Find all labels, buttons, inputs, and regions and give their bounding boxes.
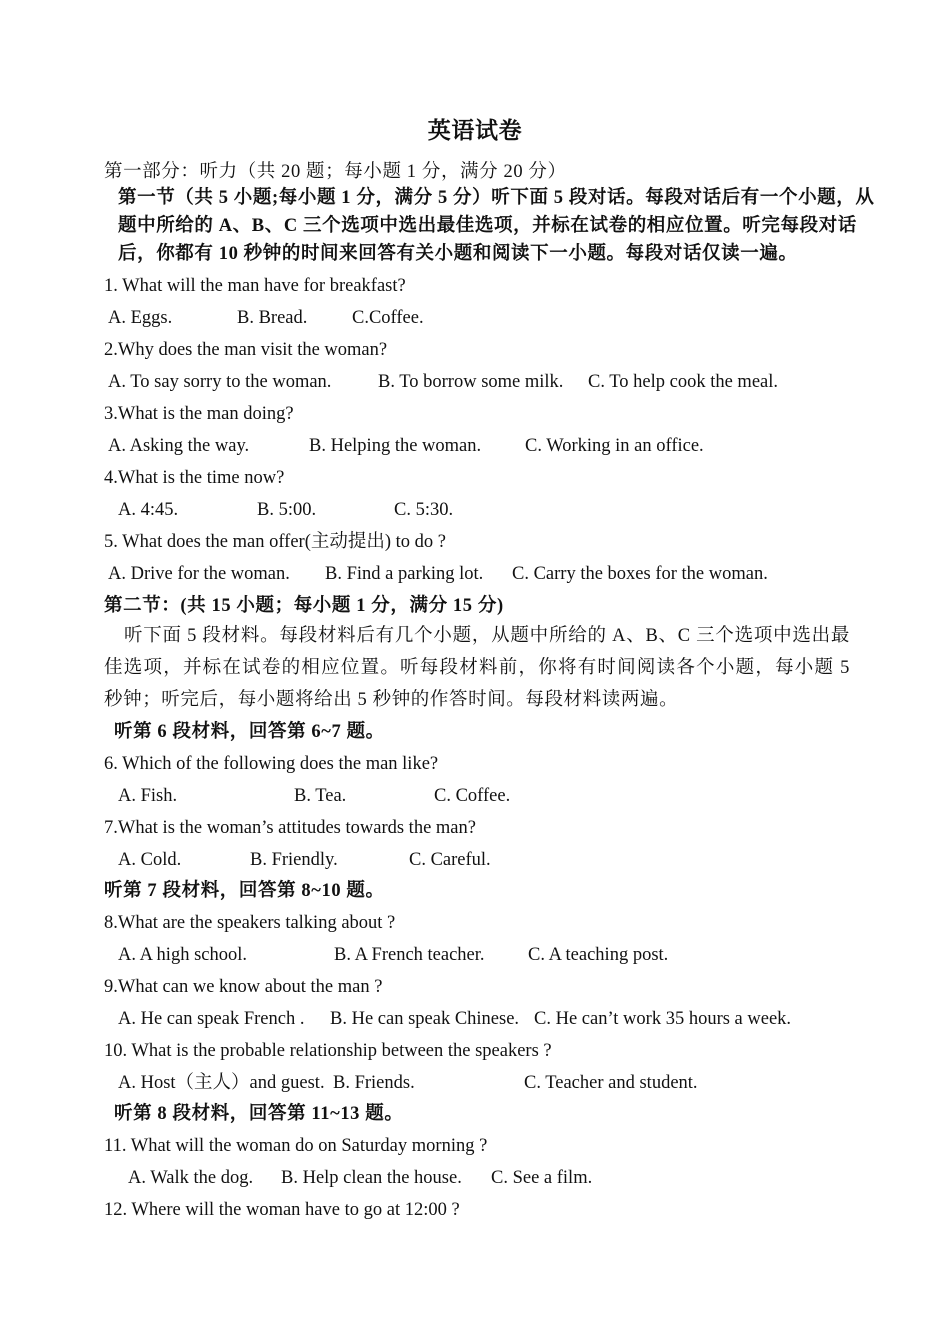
- question-5-option-b: B. Find a parking lot.: [325, 564, 484, 584]
- question-5-stem: 5. What does the man offer(主动提出) to do ?: [104, 532, 446, 552]
- question-7-option-a: A. Cold.: [118, 850, 182, 870]
- question-11-stem: 11. What will the woman do on Saturday morning ?: [104, 1136, 488, 1156]
- question-5-option-a: A. Drive for the woman.: [108, 564, 290, 584]
- question-1-option-c: C.Coffee.: [352, 308, 424, 328]
- question-6-option-a: A. Fish.: [118, 786, 178, 806]
- question-1-option-a: A. Eggs.: [108, 308, 173, 328]
- question-10-option-a: A. Host（主人）and guest.: [118, 1073, 325, 1093]
- question-9-option-a: A. He can speak French .: [118, 1009, 305, 1029]
- part1-heading: 第一部分：听力（共 20 题；每小题 1 分，满分 20 分）: [104, 162, 567, 182]
- question-11-option-b: B. Help clean the house.: [281, 1168, 462, 1188]
- question-3-stem: 3.What is the man doing?: [104, 404, 294, 424]
- question-4-option-b: B. 5:00.: [257, 500, 317, 520]
- question-11-option-c: C. See a film.: [491, 1168, 593, 1188]
- question-9-option-c: C. He can’t work 35 hours a week.: [534, 1009, 792, 1029]
- question-3-option-b: B. Helping the woman.: [309, 436, 482, 456]
- question-7-stem: 7.What is the woman’s attitudes towards the man?: [104, 818, 476, 838]
- question-12-stem: 12. Where will the woman have to go at 12:00 ?: [104, 1200, 460, 1220]
- question-7-option-c: C. Careful.: [409, 850, 491, 870]
- question-8-stem: 8.What are the speakers talking about ?: [104, 913, 396, 933]
- question-8-option-b: B. A French teacher.: [334, 945, 485, 965]
- question-5-option-c: C. Carry the boxes for the woman.: [512, 564, 768, 584]
- material-6-heading: 听第 6 段材料，回答第 6~7 题。: [114, 722, 385, 742]
- section1-intro-line3: 后，你都有 10 秒钟的时间来回答有关小题和阅读下一小题。每段对话仅读一遍。: [118, 244, 798, 264]
- question-11-option-a: A. Walk the dog.: [128, 1168, 254, 1188]
- question-10-stem: 10. What is the probable relationship between the speakers ?: [104, 1041, 552, 1061]
- question-2-option-c: C. To help cook the meal.: [588, 372, 779, 392]
- question-6-stem: 6. Which of the following does the man like?: [104, 754, 439, 774]
- question-8-option-a: A. A high school.: [118, 945, 247, 965]
- question-1-stem: 1. What will the man have for breakfast?: [104, 276, 406, 296]
- exam-title: 英语试卷: [427, 118, 523, 143]
- question-10-option-b: B. Friends.: [333, 1073, 415, 1093]
- question-6-option-c: C. Coffee.: [434, 786, 511, 806]
- section1-intro-line1: 第一节（共 5 小题;每小题 1 分，满分 5 分）听下面 5 段对话。每段对话后有一个小题，从: [118, 188, 875, 208]
- question-4-stem: 4.What is the time now?: [104, 468, 285, 488]
- section2-heading: 第二节：(共 15 小题；每小题 1 分，满分 15 分): [104, 596, 504, 616]
- question-1-option-b: B. Bread.: [237, 308, 308, 328]
- question-3-option-a: A. Asking the way.: [108, 436, 250, 456]
- question-7-option-b: B. Friendly.: [250, 850, 338, 870]
- section2-intro: 听下面 5 段材料。每段材料后有几个小题，从题中所给的 A、B、C 三个选项中选出最佳选项，并标在试卷的相应位置。听每段材料前，你将有时间阅读各个小题，每小题 5 秒钟；听完后，每小题将给出 5 秒钟的作答时间。每段材料读两遍。: [104, 626, 850, 710]
- question-8-option-c: C. A teaching post.: [528, 945, 669, 965]
- section1-intro-line2: 题中所给的 A、B、C 三个选项中选出最佳选项，并标在试卷的相应位置。听完每段对话: [118, 216, 857, 236]
- material-8-heading: 听第 8 段材料，回答第 11~13 题。: [114, 1104, 404, 1124]
- question-6-option-b: B. Tea.: [294, 786, 347, 806]
- question-9-option-b: B. He can speak Chinese.: [330, 1009, 520, 1029]
- material-7-heading: 听第 7 段材料，回答第 8~10 题。: [104, 881, 385, 901]
- question-3-option-c: C. Working in an office.: [525, 436, 704, 456]
- question-2-option-a: A. To say sorry to the woman.: [108, 372, 332, 392]
- question-2-option-b: B. To borrow some milk.: [378, 372, 564, 392]
- question-9-stem: 9.What can we know about the man ?: [104, 977, 383, 997]
- question-4-option-c: C. 5:30.: [394, 500, 454, 520]
- question-2-stem: 2.Why does the man visit the woman?: [104, 340, 388, 360]
- question-10-option-c: C. Teacher and student.: [524, 1073, 698, 1093]
- question-4-option-a: A. 4:45.: [118, 500, 179, 520]
